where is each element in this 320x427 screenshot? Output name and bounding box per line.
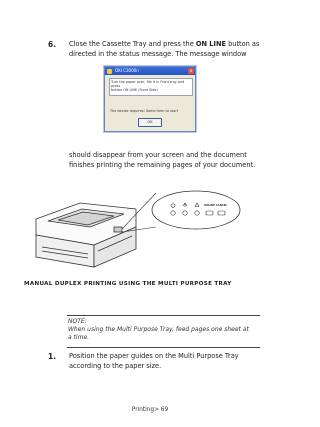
app-icon [107,69,112,74]
ok-button[interactable]: OK [138,118,162,127]
step-6-text-segment: button as [225,40,260,48]
step-1-text-line-2: according to the paper size. [69,362,162,370]
step-6-text-line-1 [69,40,259,50]
control-panel-callout [152,191,240,229]
close-icon[interactable]: x [189,68,193,73]
dialog-message-line-2: button ON LINE (Front Side) [111,88,158,92]
printer-body [36,203,136,267]
section-heading: MANUAL DUPLEX PRINTING USING THE MULTI PURPOSE TRAY [24,281,232,287]
online-button-ref: ON LINE [195,40,226,48]
step-1-text-line-1: Position the paper guides on the Multi Purpose Tray [69,352,239,360]
panel-label-cancel: CANCEL [215,204,228,207]
panel-label-online: ONLINE [204,204,215,207]
dialog-title: OKI C3000n [115,68,139,73]
dialog-message-line-1: Turn the paper over, file it in Front tray and press [111,80,185,88]
note-line-2: a time. [68,334,90,341]
printer-illustration [28,187,258,273]
dialog-message-box [109,78,193,96]
step-6-text-line-2: directed in the status message. The message window [69,50,247,58]
step-6-text-line-3: should disappear from your screen and the document [69,151,247,159]
step-6-text-segment: Close the Cassette Tray and press the [69,40,196,48]
note-top-rule [67,315,260,316]
step-1-number: 1. [48,352,57,361]
note-line-1: When using the Multi Purpose Tray, feed pages one sheet at [68,326,249,333]
note-title: NOTE: [68,318,87,325]
note-bottom-rule [67,347,260,348]
status-message-window [104,66,196,132]
step-6-text-line-4: finishes printing the remaining pages of your document. [69,161,256,169]
step-6-number: 6. [48,40,57,49]
page-footer: Printing> 69 [131,407,169,413]
dialog-titlebar [105,67,195,75]
dialog-status-line: The device requires! Some form to start [110,109,178,113]
